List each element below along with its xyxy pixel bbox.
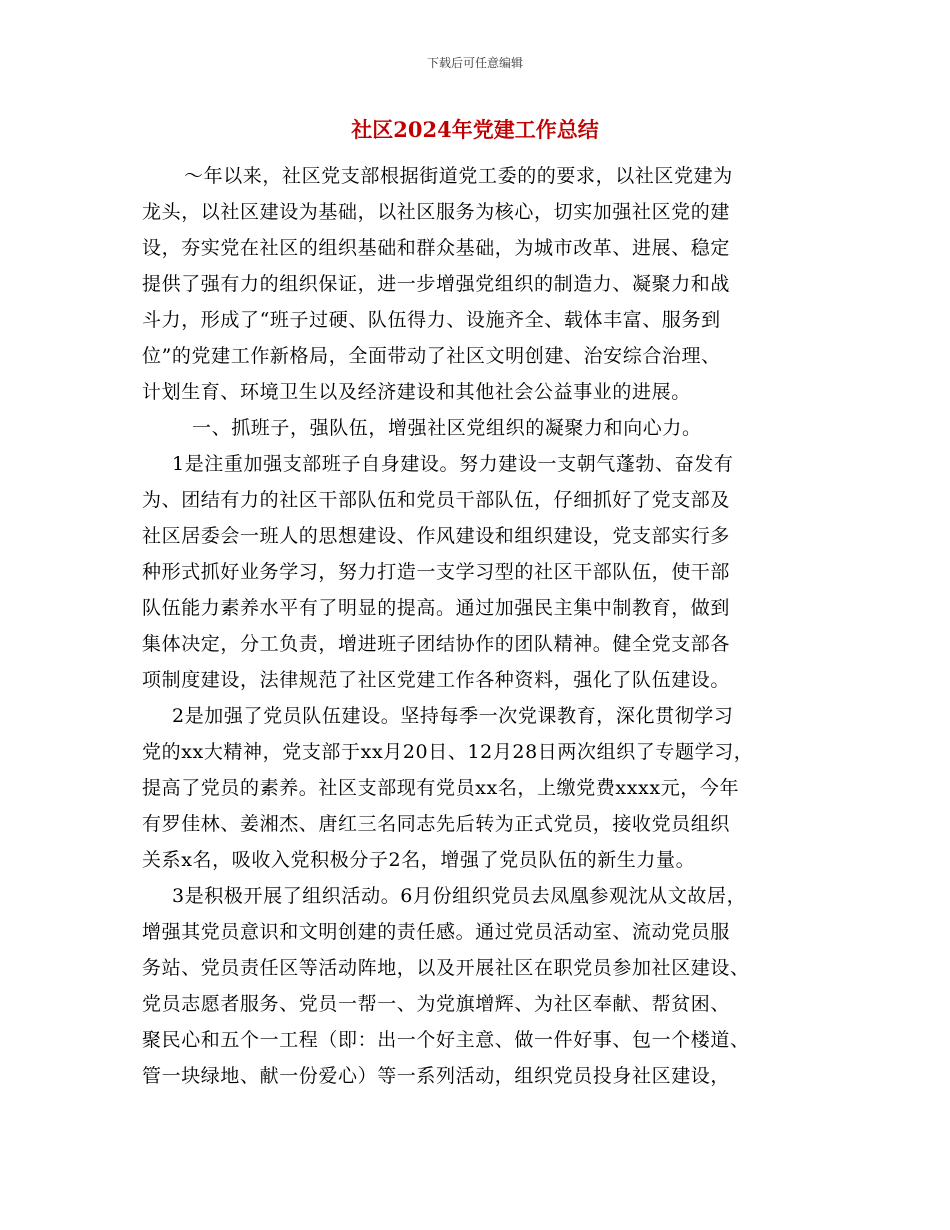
paragraph-line: 聚民心和五个一工程（即：出一个好主意、做一件好事、包一个楼道、 <box>142 1029 750 1051</box>
paragraph-line: 务站、党员责任区等活动阵地，以及开展社区在职党员参加社区建设、 <box>142 957 750 979</box>
paragraph-line: 计划生育、环境卫生以及经济建设和其他社会公益事业的进展。 <box>142 381 691 403</box>
page-title: 社区2024年党建工作总结 <box>351 117 599 142</box>
paragraph-line: 集体决定，分工负责，增进班子团结协作的团队精神。健全党支部各 <box>142 633 731 655</box>
paragraph-line: ～年以来，社区党支部根据街道党工委的的要求，以社区党建为 <box>184 165 733 187</box>
download-note: 下载后可任意编辑 <box>426 56 523 70</box>
paragraph-line: 种形式抓好业务学习，努力打造一支学习型的社区干部队伍，使干部 <box>142 561 731 583</box>
paragraph-line: 党的xx大精神，党支部于xx月20日、12月28日两次组织了专题学习， <box>142 741 754 763</box>
document-body <box>142 158 822 1094</box>
paragraph-line: 关系x名，吸收入党积极分子2名，增强了党员队伍的新生力量。 <box>142 849 696 871</box>
paragraph-line: 提供了强有力的组织保证，进一步增强党组织的制造力、凝聚力和战 <box>142 273 731 295</box>
paragraph-line: 位”的党建工作新格局，全面带动了社区文明创建、治安综合治理、 <box>142 345 721 367</box>
paragraph-line: 队伍能力素养水平有了明显的提高。通过加强民主集中制教育，做到 <box>142 597 731 619</box>
paragraph-line: 龙头，以社区建设为基础，以社区服务为核心，切实加强社区党的建 <box>142 201 731 223</box>
paragraph-line: 设，夯实党在社区的组织基础和群众基础，为城市改革、进展、稳定 <box>142 237 731 259</box>
paragraph-line: 为、团结有力的社区干部队伍和党员干部队伍，仔细抓好了党支部及 <box>142 489 731 511</box>
paragraph-line: 斗力，形成了“班子过硬、队伍得力、设施齐全、载体丰富、服务到 <box>142 309 721 331</box>
paragraph-line: 党员志愿者服务、党员一帮一、为党旗增辉、为社区奉献、帮贫困、 <box>142 993 731 1015</box>
paragraph-line: 项制度建设，法律规范了社区党建工作各种资料，强化了队伍建设。 <box>142 669 731 691</box>
paragraph-line: 3是积极开展了组织活动。6月份组织党员去凤凰参观沈从文故居， <box>172 885 747 907</box>
paragraph-line: 增强其党员意识和文明创建的责任感。通过党员活动室、流动党员服 <box>142 921 731 943</box>
paragraph-line: 提高了党员的素养。社区支部现有党员xx名，上缴党费xxxx元，今年 <box>142 777 740 799</box>
section-heading: 一、抓班子，强队伍，增强社区党组织的凝聚力和向心力。 <box>192 417 702 439</box>
paragraph-line: 2是加强了党员队伍建设。坚持每季一次党课教育，深化贯彻学习 <box>172 705 734 727</box>
paragraph-line: 有罗佳林、姜湘杰、唐红三名同志先后转为正式党员，接收党员组织 <box>142 813 731 835</box>
paragraph-line: 社区居委会一班人的思想建设、作风建设和组织建设，党支部实行多 <box>142 525 731 547</box>
paragraph-line: 1是注重加强支部班子自身建设。努力建设一支朝气蓬勃、奋发有 <box>172 453 734 475</box>
paragraph-line: 管一块绿地、献一份爱心）等一系列活动，组织党员投身社区建设， <box>142 1065 731 1087</box>
